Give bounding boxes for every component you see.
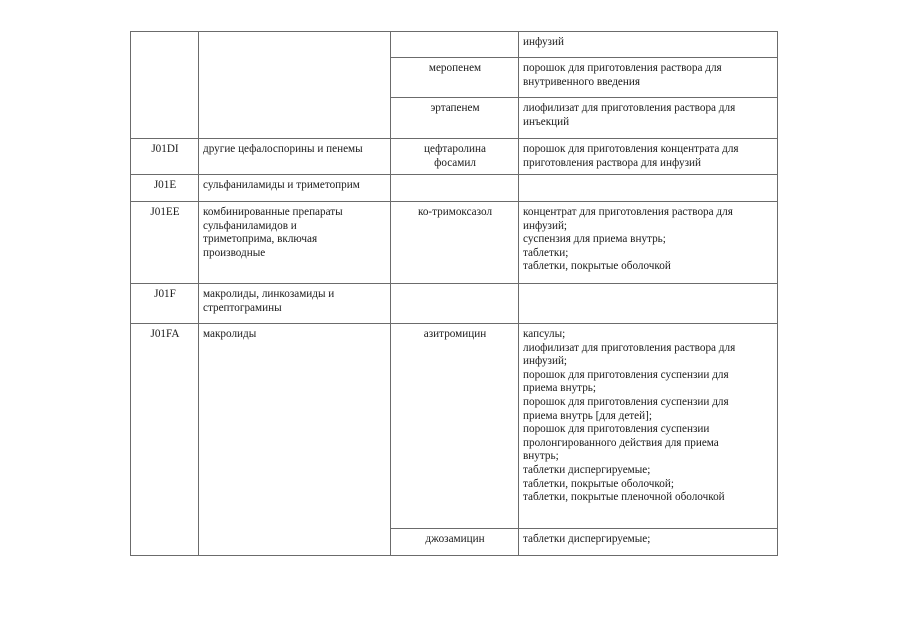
dosage-form-line: таблетки диспергируемые; [523, 463, 651, 476]
group-name-cell [199, 32, 391, 139]
dosage-form-cell [519, 175, 778, 202]
atc-code-cell [131, 175, 199, 202]
atc-code-cell [131, 32, 199, 139]
dosage-form-line: внутрь; [523, 450, 559, 463]
group-name-line: триметоприма, включая [203, 233, 318, 246]
drug-name: ко-тримоксазол [417, 206, 493, 218]
drug-name-cell [391, 175, 519, 202]
dosage-form-line: инфузий; [523, 219, 568, 232]
dosage-form-cell [519, 324, 778, 529]
drug-name: фосамил [434, 156, 476, 169]
drug-name: меропенем [428, 62, 482, 74]
drug-name-cell [391, 202, 519, 284]
atc-code-cell [131, 139, 199, 175]
table-row [131, 175, 778, 202]
dosage-form-line: таблетки, покрытые оболочкой; [523, 477, 674, 490]
dosage-form-line: внутривенного введения [523, 75, 641, 88]
dosage-form-line: порошок для приготовления суспензии [523, 423, 710, 436]
atc-code-cell [131, 324, 199, 556]
drug-name-cell [391, 324, 519, 529]
dosage-form-cell [519, 139, 778, 175]
drug-name-cell [391, 284, 519, 324]
dosage-form-cell [519, 98, 778, 139]
atc-code: J01E [153, 179, 177, 191]
group-name-line: комбинированные препараты [203, 206, 343, 218]
group-name-line: стрептограмины [203, 301, 282, 314]
dosage-form-line: порошок для приготовления суспензии для [523, 395, 729, 408]
atc-code: J01DI [151, 143, 179, 155]
dosage-form-line: инъекций [523, 115, 570, 128]
drug-name: джозамицин [425, 533, 485, 545]
atc-code-cell [131, 202, 199, 284]
atc-code-cell [131, 284, 199, 324]
group-name: другие цефалоспорины и пенемы [203, 143, 363, 155]
drug-name: цефтаролина [424, 143, 486, 155]
drug-name-cell [391, 98, 519, 139]
table-row [131, 139, 778, 175]
dosage-form-line: концентрат для приготовления раствора для [523, 206, 733, 218]
drug-name-cell [391, 529, 519, 556]
drug-name-cell [391, 32, 519, 58]
dosage-form-line: инфузий; [523, 355, 568, 368]
group-name-cell [199, 139, 391, 175]
dosage-form-line: приема внутрь [для детей]; [523, 409, 652, 422]
dosage-form-line: лиофилизат для приготовления раствора для [523, 341, 736, 354]
dosage-form-cell [519, 58, 778, 98]
dosage-form-line: таблетки диспергируемые; [523, 533, 651, 545]
atc-code: J01EE [150, 206, 180, 218]
dosage-form-line: суспензия для приема внутрь; [523, 233, 666, 246]
group-name: сульфаниламиды и триметоприм [203, 179, 360, 191]
group-name-line: сульфаниламидов и [203, 219, 297, 232]
dosage-form-line: таблетки, покрытые пленочной оболочкой [523, 491, 725, 504]
atc-code: J01F [154, 288, 176, 300]
dosage-form-line: лиофилизат для приготовления раствора для [523, 102, 736, 114]
drug-name-cell [391, 58, 519, 98]
dosage-form-line: инфузий [523, 36, 564, 48]
drug-classification-table [130, 31, 778, 556]
group-name-cell [199, 202, 391, 284]
group-name-cell [199, 284, 391, 324]
dosage-form-line: таблетки; [523, 246, 569, 259]
dosage-form-line: порошок для приготовления концентрата для [523, 143, 739, 155]
drug-name: азитромицин [423, 328, 487, 340]
dosage-form-line: порошок для приготовления суспензии для [523, 368, 729, 381]
dosage-form-cell [519, 529, 778, 556]
drug-name-cell [391, 139, 519, 175]
dosage-form-line: приема внутрь; [523, 382, 596, 395]
dosage-form-cell [519, 284, 778, 324]
atc-code: J01FA [150, 328, 180, 340]
table-row [131, 202, 778, 284]
group-name: макролиды [203, 328, 257, 340]
group-name-cell [199, 324, 391, 556]
dosage-form-line: приготовления раствора для инфузий [523, 156, 701, 169]
dosage-form-line: пролонгированного действия для приема [523, 436, 719, 449]
group-name-line: производные [203, 246, 266, 259]
drug-name: эртапенем [430, 102, 480, 114]
table-row [131, 32, 778, 58]
table-row [131, 324, 778, 529]
dosage-form-line: капсулы; [523, 328, 566, 340]
group-name-line: макролиды, линкозамиды и [203, 288, 335, 300]
table-row [131, 284, 778, 324]
dosage-form-line: таблетки, покрытые оболочкой [523, 260, 671, 273]
dosage-form-cell [519, 32, 778, 58]
group-name-cell [199, 175, 391, 202]
dosage-form-cell [519, 202, 778, 284]
dosage-form-line: порошок для приготовления раствора для [523, 62, 722, 74]
